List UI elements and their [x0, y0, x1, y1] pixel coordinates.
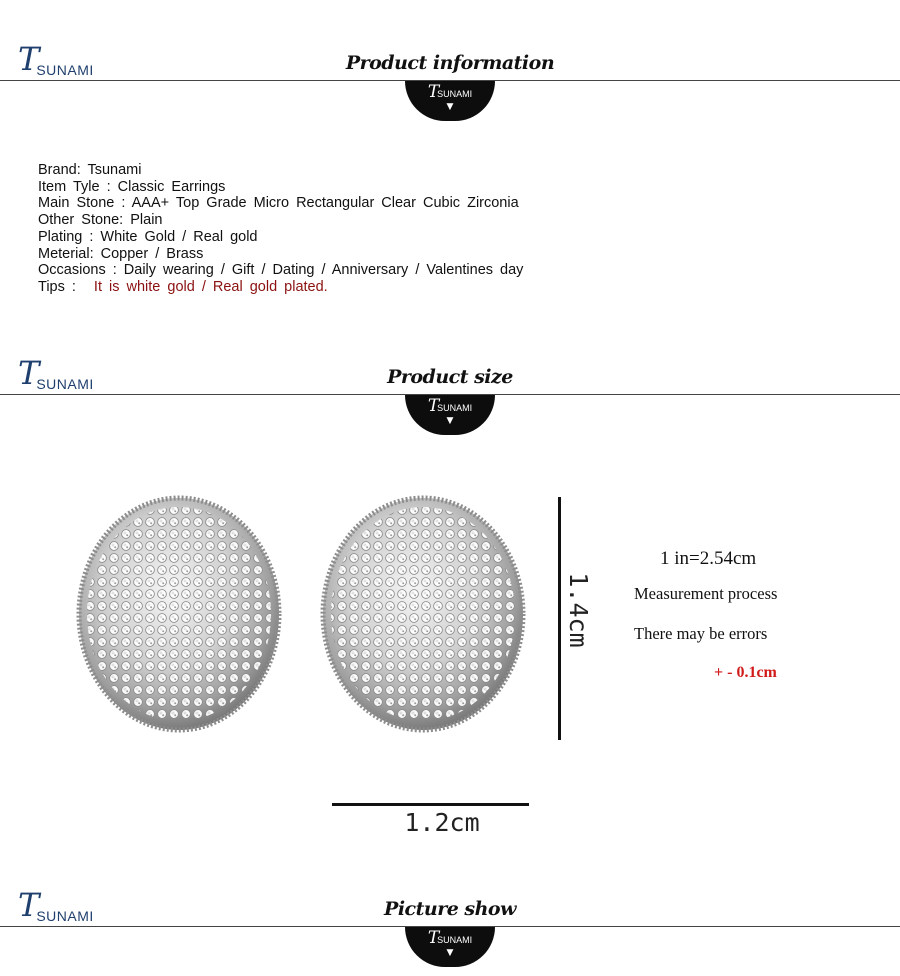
section-header-info	[0, 40, 900, 130]
process-note: Measurement process	[634, 584, 778, 603]
section-title: Product size	[387, 366, 513, 388]
down-arrow-icon: ▼	[446, 102, 454, 112]
product-info-list	[38, 162, 523, 296]
brand-logo: TSUNAMI	[18, 40, 94, 78]
info-material: Meterial: Copper / Brass	[38, 245, 204, 262]
error-note: There may be errors	[634, 624, 768, 643]
right-earring	[323, 498, 523, 730]
brand-badge: TSUNAMI ▼	[405, 927, 495, 967]
tips-label: Tips :	[38, 278, 76, 295]
section-header-picture	[0, 886, 900, 976]
brand-logo: TSUNAMI	[18, 886, 94, 924]
width-measure-label: 1.2cm	[404, 808, 480, 837]
section-title: Picture show	[384, 898, 516, 920]
info-main-stone: Main Stone : AAA+ Top Grade Micro Rectangular Clear Cubic Zirconia	[38, 195, 519, 212]
info-item-type: Item Tyle : Classic Earrings	[38, 178, 226, 195]
width-measure-line	[332, 803, 529, 806]
info-plating: Plating : White Gold / Real gold	[38, 228, 258, 245]
section-title: Product information	[345, 52, 555, 74]
conversion-note: 1 in=2.54cm	[660, 548, 757, 569]
brand-logo: TSUNAMI	[18, 354, 94, 392]
tips-value: It is white gold / Real gold plated.	[93, 278, 328, 295]
down-arrow-icon: ▼	[446, 416, 454, 426]
down-arrow-icon: ▼	[446, 948, 454, 958]
left-earring	[79, 498, 279, 730]
brand-badge: TSUNAMI ▼	[405, 395, 495, 435]
info-other-stone: Other Stone: Plain	[38, 212, 163, 229]
section-header-size	[0, 354, 900, 444]
info-brand: Brand: Tsunami	[38, 162, 142, 178]
height-measure-label: 1.4cm	[564, 572, 593, 648]
tolerance-note: + - 0.1cm	[714, 664, 777, 681]
height-measure-line	[558, 497, 561, 740]
brand-badge: TSUNAMI ▼	[405, 81, 495, 121]
info-tips	[38, 279, 523, 296]
info-occasions: Occasions : Daily wearing / Gift / Dating / Anniversary / Valentines day	[38, 262, 524, 279]
